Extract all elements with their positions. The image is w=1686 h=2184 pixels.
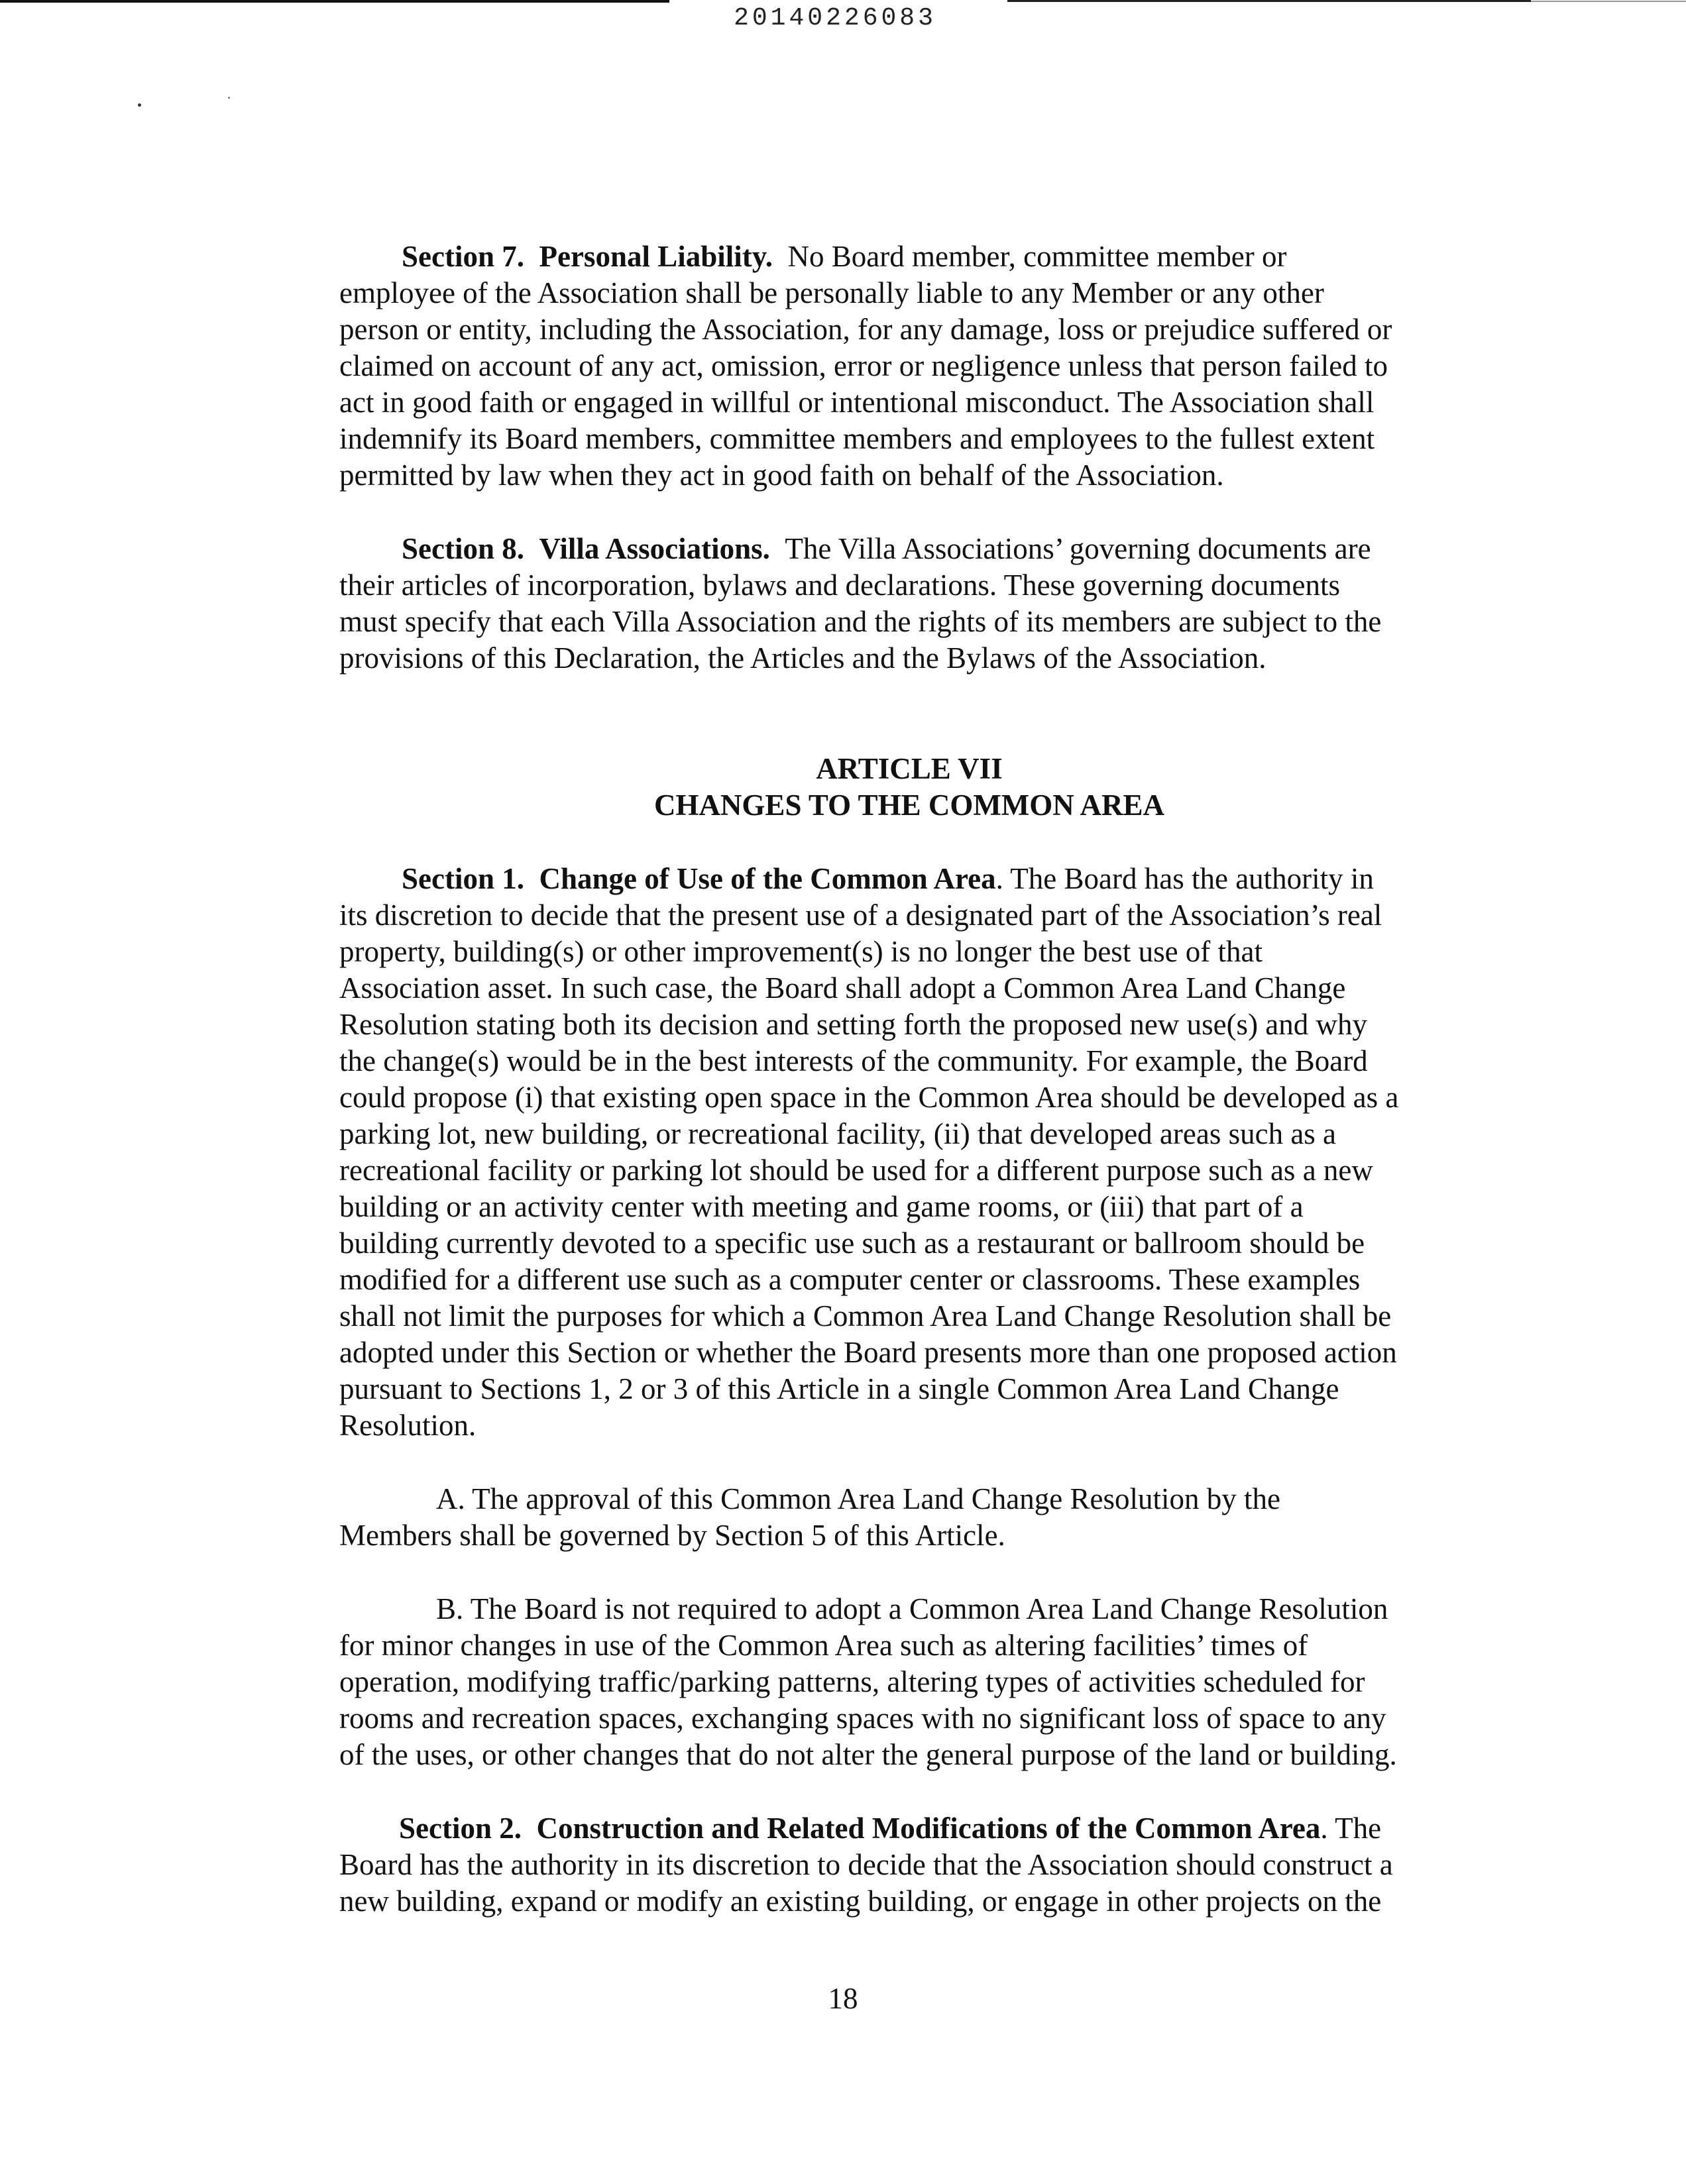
section-2-line: new building, expand or modify an existing building, or engage in other projects on the — [339, 1884, 1382, 1918]
section-7-line: act in good faith or engaged in willful or intentional misconduct. The Association shall — [339, 386, 1375, 419]
subsection-a-line: Members shall be governed by Section 5 of this Article. — [339, 1519, 1005, 1552]
section-1-line-1 — [339, 861, 1479, 897]
section-1-line: adopted under this Section or whether the Board presents more than one proposed action — [339, 1336, 1397, 1369]
section-1-line: building currently devoted to a specific use such as a restaurant or ballroom should be — [339, 1227, 1365, 1260]
top-rule-right — [1007, 0, 1531, 2]
section-1-label: Section 1. — [402, 862, 524, 895]
section-1-line: Resolution. — [339, 1409, 477, 1442]
section-1-title: Change of Use of the Common Area — [539, 862, 996, 895]
subsection-b-line: operation, modifying traffic/parking patterns, altering types of activities scheduled for — [339, 1665, 1365, 1698]
section-7-line: claimed on account of any act, omission, error or negligence unless that person failed to — [339, 349, 1388, 382]
subsection-b-line: for minor changes in use of the Common Area such as altering facilities’ times of — [339, 1629, 1308, 1662]
section-1-line: modified for a different use such as a computer center or classrooms. These examples — [339, 1263, 1361, 1296]
section-1-subsection-b — [339, 1591, 1479, 1773]
section-1-text: . The Board has the authority in — [995, 862, 1374, 895]
section-8-line: provisions of this Declaration, the Articles and the Bylaws of the Association. — [339, 641, 1266, 675]
subsection-b-line: rooms and recreation spaces, exchanging spaces with no significant loss of space to any — [339, 1702, 1386, 1735]
page-number: 18 — [828, 1982, 858, 2015]
section-2-text: . The — [1320, 1812, 1382, 1845]
section-1-line: could propose (i) that existing open space in the Common Area should be developed as a — [339, 1081, 1399, 1114]
section-1-line: shall not limit the purposes for which a Common Area Land Change Resolution shall be — [339, 1299, 1392, 1333]
article-title: CHANGES TO THE COMMON AREA — [653, 789, 1165, 822]
document-number: 20140226083 — [734, 4, 936, 32]
section-7-text: No Board member, committee member or — [787, 240, 1287, 273]
section-2-line-1 — [339, 1810, 1479, 1847]
section-1-line: property, building(s) or other improvement(s) is no longer the best use of that — [339, 935, 1263, 968]
section-1 — [339, 861, 1479, 1444]
section-8-line: must specify that each Villa Association and the rights of its members are subject to the — [339, 605, 1382, 638]
section-1-subsection-a — [339, 1481, 1479, 1554]
article-heading — [339, 751, 1479, 824]
section-7-line: person or entity, including the Association, for any damage, loss or prejudice suffered or — [339, 313, 1392, 346]
section-1-line: the change(s) would be in the best interests of the community. For example, the Board — [339, 1044, 1368, 1077]
article-number: ARTICLE VII — [816, 752, 1003, 785]
section-7-title: Personal Liability. — [539, 240, 773, 273]
section-8-label: Section 8. — [402, 532, 524, 565]
section-8-title: Villa Associations. — [539, 532, 770, 565]
section-8 — [339, 531, 1479, 677]
page-body — [339, 239, 1479, 1920]
section-1-line: building or an activity center with meeting and game rooms, or (iii) that part of a — [339, 1190, 1304, 1223]
section-1-line: pursuant to Sections 1, 2 or 3 of this Article in a single Common Area Land Change — [339, 1372, 1339, 1405]
section-8-text: The Villa Associations’ governing documents are — [785, 532, 1371, 565]
subsection-b-line: of the uses, or other changes that do not alter the general purpose of the land or building. — [339, 1738, 1397, 1771]
section-7-line: employee of the Association shall be personally liable to any Member or any other — [339, 276, 1324, 309]
section-7-label: Section 7. — [402, 240, 524, 273]
section-7-line: indemnify its Board members, committee members and employees to the fullest extent — [339, 422, 1375, 455]
top-rule-left — [0, 0, 669, 3]
section-1-line: Association asset. In such case, the Board shall adopt a Common Area Land Change — [339, 971, 1346, 1005]
section-8-line-1 — [339, 531, 1479, 567]
section-7 — [339, 239, 1479, 494]
section-7-line: permitted by law when they act in good faith on behalf of the Association. — [339, 459, 1224, 492]
section-7-line-1 — [339, 239, 1479, 275]
section-2-title: Construction and Related Modifications of the Common Area — [536, 1812, 1321, 1845]
top-rule-right-faint — [1531, 1, 1686, 2]
section-1-line: its discretion to decide that the present use of a designated part of the Association’s real — [339, 899, 1382, 932]
section-2-line: Board has the authority in its discretion to decide that the Association should construct a — [339, 1848, 1393, 1881]
section-1-line: parking lot, new building, or recreational facility, (ii) that developed areas such as a — [339, 1117, 1337, 1150]
section-1-line: Resolution stating both its decision and setting forth the proposed new use(s) and why — [339, 1008, 1368, 1041]
subsection-a-line: A. The approval of this Common Area Land Change Resolution by the — [436, 1482, 1280, 1515]
scan-speck — [228, 97, 230, 99]
subsection-b-line: B. The Board is not required to adopt a Common Area Land Change Resolution — [436, 1592, 1388, 1625]
section-2-label: Section 2. — [399, 1812, 522, 1845]
section-8-line: their articles of incorporation, bylaws and declarations. These governing documents — [339, 569, 1340, 602]
section-2 — [339, 1810, 1479, 1920]
section-1-line: recreational facility or parking lot should be used for a different purpose such as a new — [339, 1154, 1373, 1187]
scan-speck — [138, 103, 141, 107]
